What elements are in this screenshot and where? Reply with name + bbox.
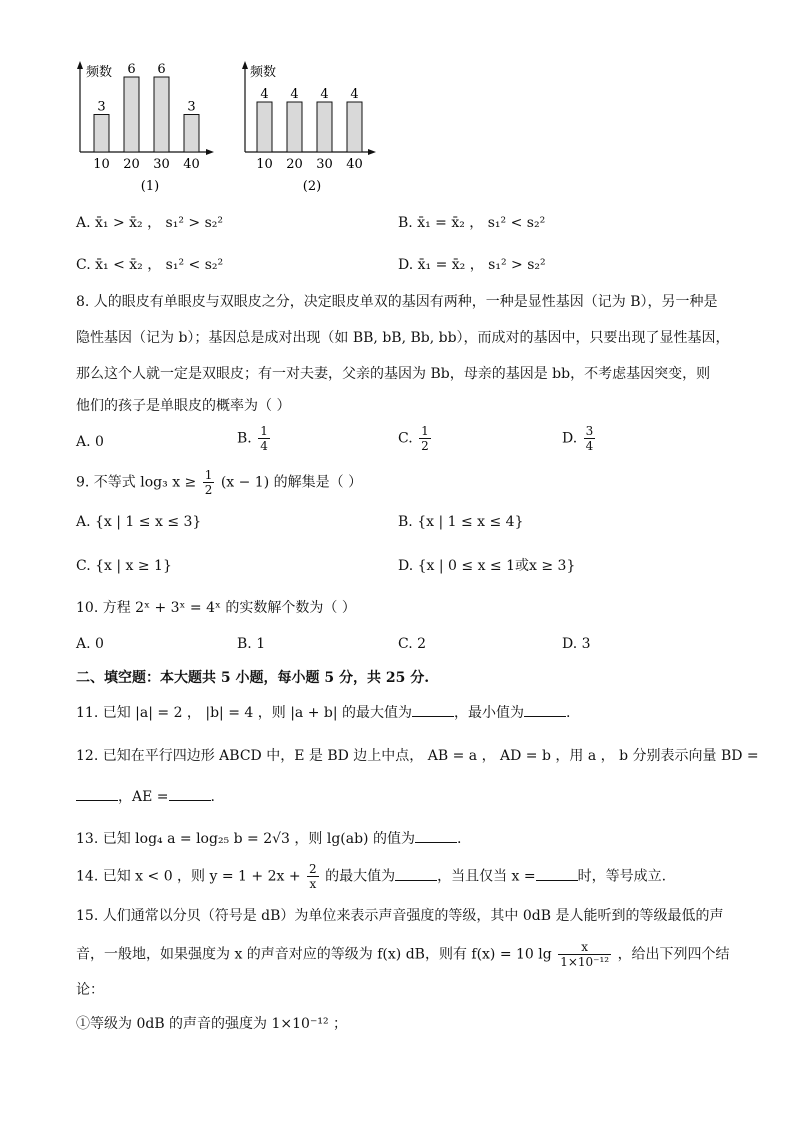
q8-option-d[interactable] [562, 424, 597, 453]
q9-stem-part-2: (x − 1) 的解集是（ ） [220, 474, 363, 491]
q10-stem: 10. 方程 2ˣ + 3ˣ = 4ˣ 的实数解个数为（ ） [76, 600, 356, 616]
q12-ae-label: AE = [132, 789, 169, 805]
q12-sep: ， [118, 789, 132, 805]
chart-2-bar-label-10: 4 [260, 87, 269, 102]
q10-option-b[interactable]: B. 1 [237, 636, 266, 652]
q15-fraction [558, 940, 611, 969]
q8-stem-line-2: 隐性基因（记为 b）；基因总是成对出现（如 BB, bB, Bb, bb），而成对的基因中，只要出现了显性基因， [76, 330, 730, 346]
q15-line-2 [76, 940, 730, 969]
chart-1-bar-label-30: 6 [157, 62, 166, 77]
fraction-numerator: x [558, 940, 611, 955]
q14-fraction [307, 862, 319, 891]
q14-part-4: 时，等号成立. [577, 868, 667, 885]
q8-option-c-label: C. [398, 430, 413, 447]
q8-option-b-fraction [258, 424, 270, 453]
chart-1 [77, 61, 214, 194]
q12-end: . [210, 789, 215, 805]
q15-item-1: ①等级为 0dB 的声音的强度为 1×10⁻¹² ； [76, 1016, 348, 1032]
q8-option-b-label: B. [237, 430, 252, 447]
q14 [76, 862, 666, 891]
q11-blank-max[interactable] [412, 702, 454, 717]
chart-1-bar-30 [154, 77, 169, 152]
q9-stem-part-1: 9. 不等式 log₃ x ≥ [76, 474, 197, 491]
fraction-denominator: 4 [260, 439, 268, 453]
q11-part-1: 11. 已知 |a| = 2 ， |b| = 4 ，则 |a + b| 的最大值为 [76, 705, 413, 721]
q7-option-a[interactable]: A. x̄₁ > x̄₂ ， s₁² > s₂² [76, 215, 224, 231]
chart-1-bar-label-40: 3 [187, 99, 196, 115]
q15-line-2-part-2: ，给出下列四个结 [617, 946, 730, 963]
q15-line-2-part-1: 音，一般地，如果强度为 x 的声音对应的等级为 f(x) dB，则有 f(x) = 10 lg [76, 946, 552, 963]
fraction-denominator: x [309, 877, 317, 891]
q8-stem-line-4: 他们的孩子是单眼皮的概率为（ ） [76, 398, 291, 414]
q14-part-1: 14. 已知 x < 0 ，则 y = 1 + 2x + [76, 868, 301, 885]
q8-option-c[interactable] [398, 424, 433, 453]
chart-1-bar-40 [184, 115, 199, 153]
q10-option-d[interactable]: D. 3 [562, 636, 591, 652]
q14-blank-x[interactable] [536, 866, 578, 881]
chart-2-bar-label-40: 4 [350, 87, 359, 102]
fraction-denominator: 2 [204, 483, 213, 497]
chart-2-bar-10 [257, 102, 272, 152]
q12-line-1: 12. 已知在平行四边形 ABCD 中，E 是 BD 边上中点， AB = a ， AD = b ，用 a ， b 分别表示向量 BD = [76, 748, 759, 764]
fraction-numerator: 3 [585, 424, 594, 438]
chart-2-bar-20 [287, 102, 302, 152]
chart-2-tick-30: 30 [316, 157, 333, 172]
q8-stem-line-1: 8. 人的眼皮有单眼皮与双眼皮之分，决定眼皮单双的基因有两种，一种是显性基因（记为 B），另一种是 [76, 294, 718, 310]
q9-fraction [203, 468, 215, 497]
chart-2-bar-30 [317, 102, 332, 152]
q11 [76, 702, 571, 723]
fraction-numerator: 2 [309, 862, 317, 876]
fraction-denominator: 4 [585, 439, 594, 453]
chart-1-ylabel: 频数 [86, 65, 113, 80]
fraction-numerator: 1 [421, 424, 429, 438]
chart-2-caption: (2) [302, 179, 322, 194]
q10-option-c[interactable]: C. 2 [398, 636, 427, 652]
fraction-numerator: 1 [204, 468, 213, 482]
q12-blank-ae[interactable] [169, 786, 211, 801]
q12-blank-bd[interactable] [76, 786, 118, 801]
q13 [76, 828, 461, 849]
q13-part-2: . [456, 831, 462, 847]
q11-part-2: ，最小值为 [454, 705, 525, 721]
chart-1-tick-30: 30 [153, 157, 170, 172]
q7-option-d[interactable]: D. x̄₁ = x̄₂ ， s₁² > s₂² [398, 257, 546, 273]
q14-blank-max[interactable] [395, 866, 437, 881]
chart-1-bar-label-10: 3 [97, 99, 106, 115]
q7-option-c[interactable]: C. x̄₁ < x̄₂ ， s₁² < s₂² [76, 257, 224, 273]
chart-2-ylabel: 频数 [250, 65, 277, 80]
chart-2-bar-40 [347, 102, 362, 152]
chart-1-x-arrow [206, 149, 214, 155]
q10-option-a[interactable]: A. 0 [76, 636, 104, 652]
q7-option-b[interactable]: B. x̄₁ = x̄₂ ， s₁² < s₂² [398, 215, 546, 231]
q13-blank[interactable] [415, 828, 457, 843]
chart-1-bar-10 [94, 115, 109, 153]
q8-option-a[interactable]: A. 0 [76, 434, 104, 450]
q14-part-3: ，当且仅当 x = [437, 868, 536, 885]
q8-option-c-fraction [419, 424, 431, 453]
chart-2 [242, 61, 376, 194]
chart-1-caption: (1) [140, 179, 160, 194]
fraction-numerator: 1 [260, 424, 268, 438]
q8-option-d-label: D. [562, 430, 578, 447]
q12-line-2 [76, 786, 215, 807]
chart-1-bar-label-20: 6 [127, 62, 136, 77]
q9-option-d[interactable]: D. {x | 0 ≤ x ≤ 1或x ≥ 3} [398, 558, 576, 574]
chart-1-y-arrow [77, 61, 83, 69]
chart-2-y-arrow [242, 61, 248, 69]
q8-option-d-fraction [584, 424, 596, 453]
chart-1-bar-20 [124, 77, 139, 152]
q9-option-c[interactable]: C. {x | x ≥ 1} [76, 558, 172, 574]
q13-part-1: 13. 已知 log₄ a = log₂₅ b = 2√3 ，则 lg(ab) 的值为 [76, 831, 415, 847]
q11-blank-min[interactable] [524, 702, 566, 717]
q9-option-a[interactable]: A. {x | 1 ≤ x ≤ 3} [76, 514, 202, 530]
q9-stem [76, 468, 362, 497]
chart-2-tick-10: 10 [256, 157, 273, 172]
frequency-charts [60, 55, 400, 200]
fraction-denominator: 2 [421, 439, 429, 453]
q11-part-3: . [566, 705, 571, 721]
chart-1-tick-40: 40 [183, 157, 200, 172]
chart-2-tick-40: 40 [346, 157, 363, 172]
fraction-denominator: 1×10⁻¹² [560, 955, 610, 969]
chart-2-x-arrow [368, 149, 376, 155]
q15-line-3: 论： [76, 982, 104, 998]
q15-line-1: 15. 人们通常以分贝（符号是 dB）为单位来表示声音强度的等级，其中 0dB 是人能听到的等级最低的声 [76, 908, 724, 924]
q8-stem-line-3: 那么这个人就一定是双眼皮；有一对夫妻，父亲的基因为 Bb，母亲的基因是 bb，不考虑基因突变，则 [76, 366, 711, 382]
q8-option-b[interactable] [237, 424, 272, 453]
chart-2-bar-label-30: 4 [320, 87, 329, 102]
chart-2-tick-20: 20 [286, 157, 303, 172]
chart-2-bar-label-20: 4 [290, 87, 299, 102]
section-2-heading: 二、填空题：本大题共 5 小题，每小题 5 分，共 25 分. [76, 670, 430, 686]
chart-1-tick-10: 10 [93, 157, 110, 172]
q14-part-2: 的最大值为 [325, 868, 396, 885]
q9-option-b[interactable]: B. {x | 1 ≤ x ≤ 4} [398, 514, 524, 530]
chart-1-tick-20: 20 [123, 157, 140, 172]
